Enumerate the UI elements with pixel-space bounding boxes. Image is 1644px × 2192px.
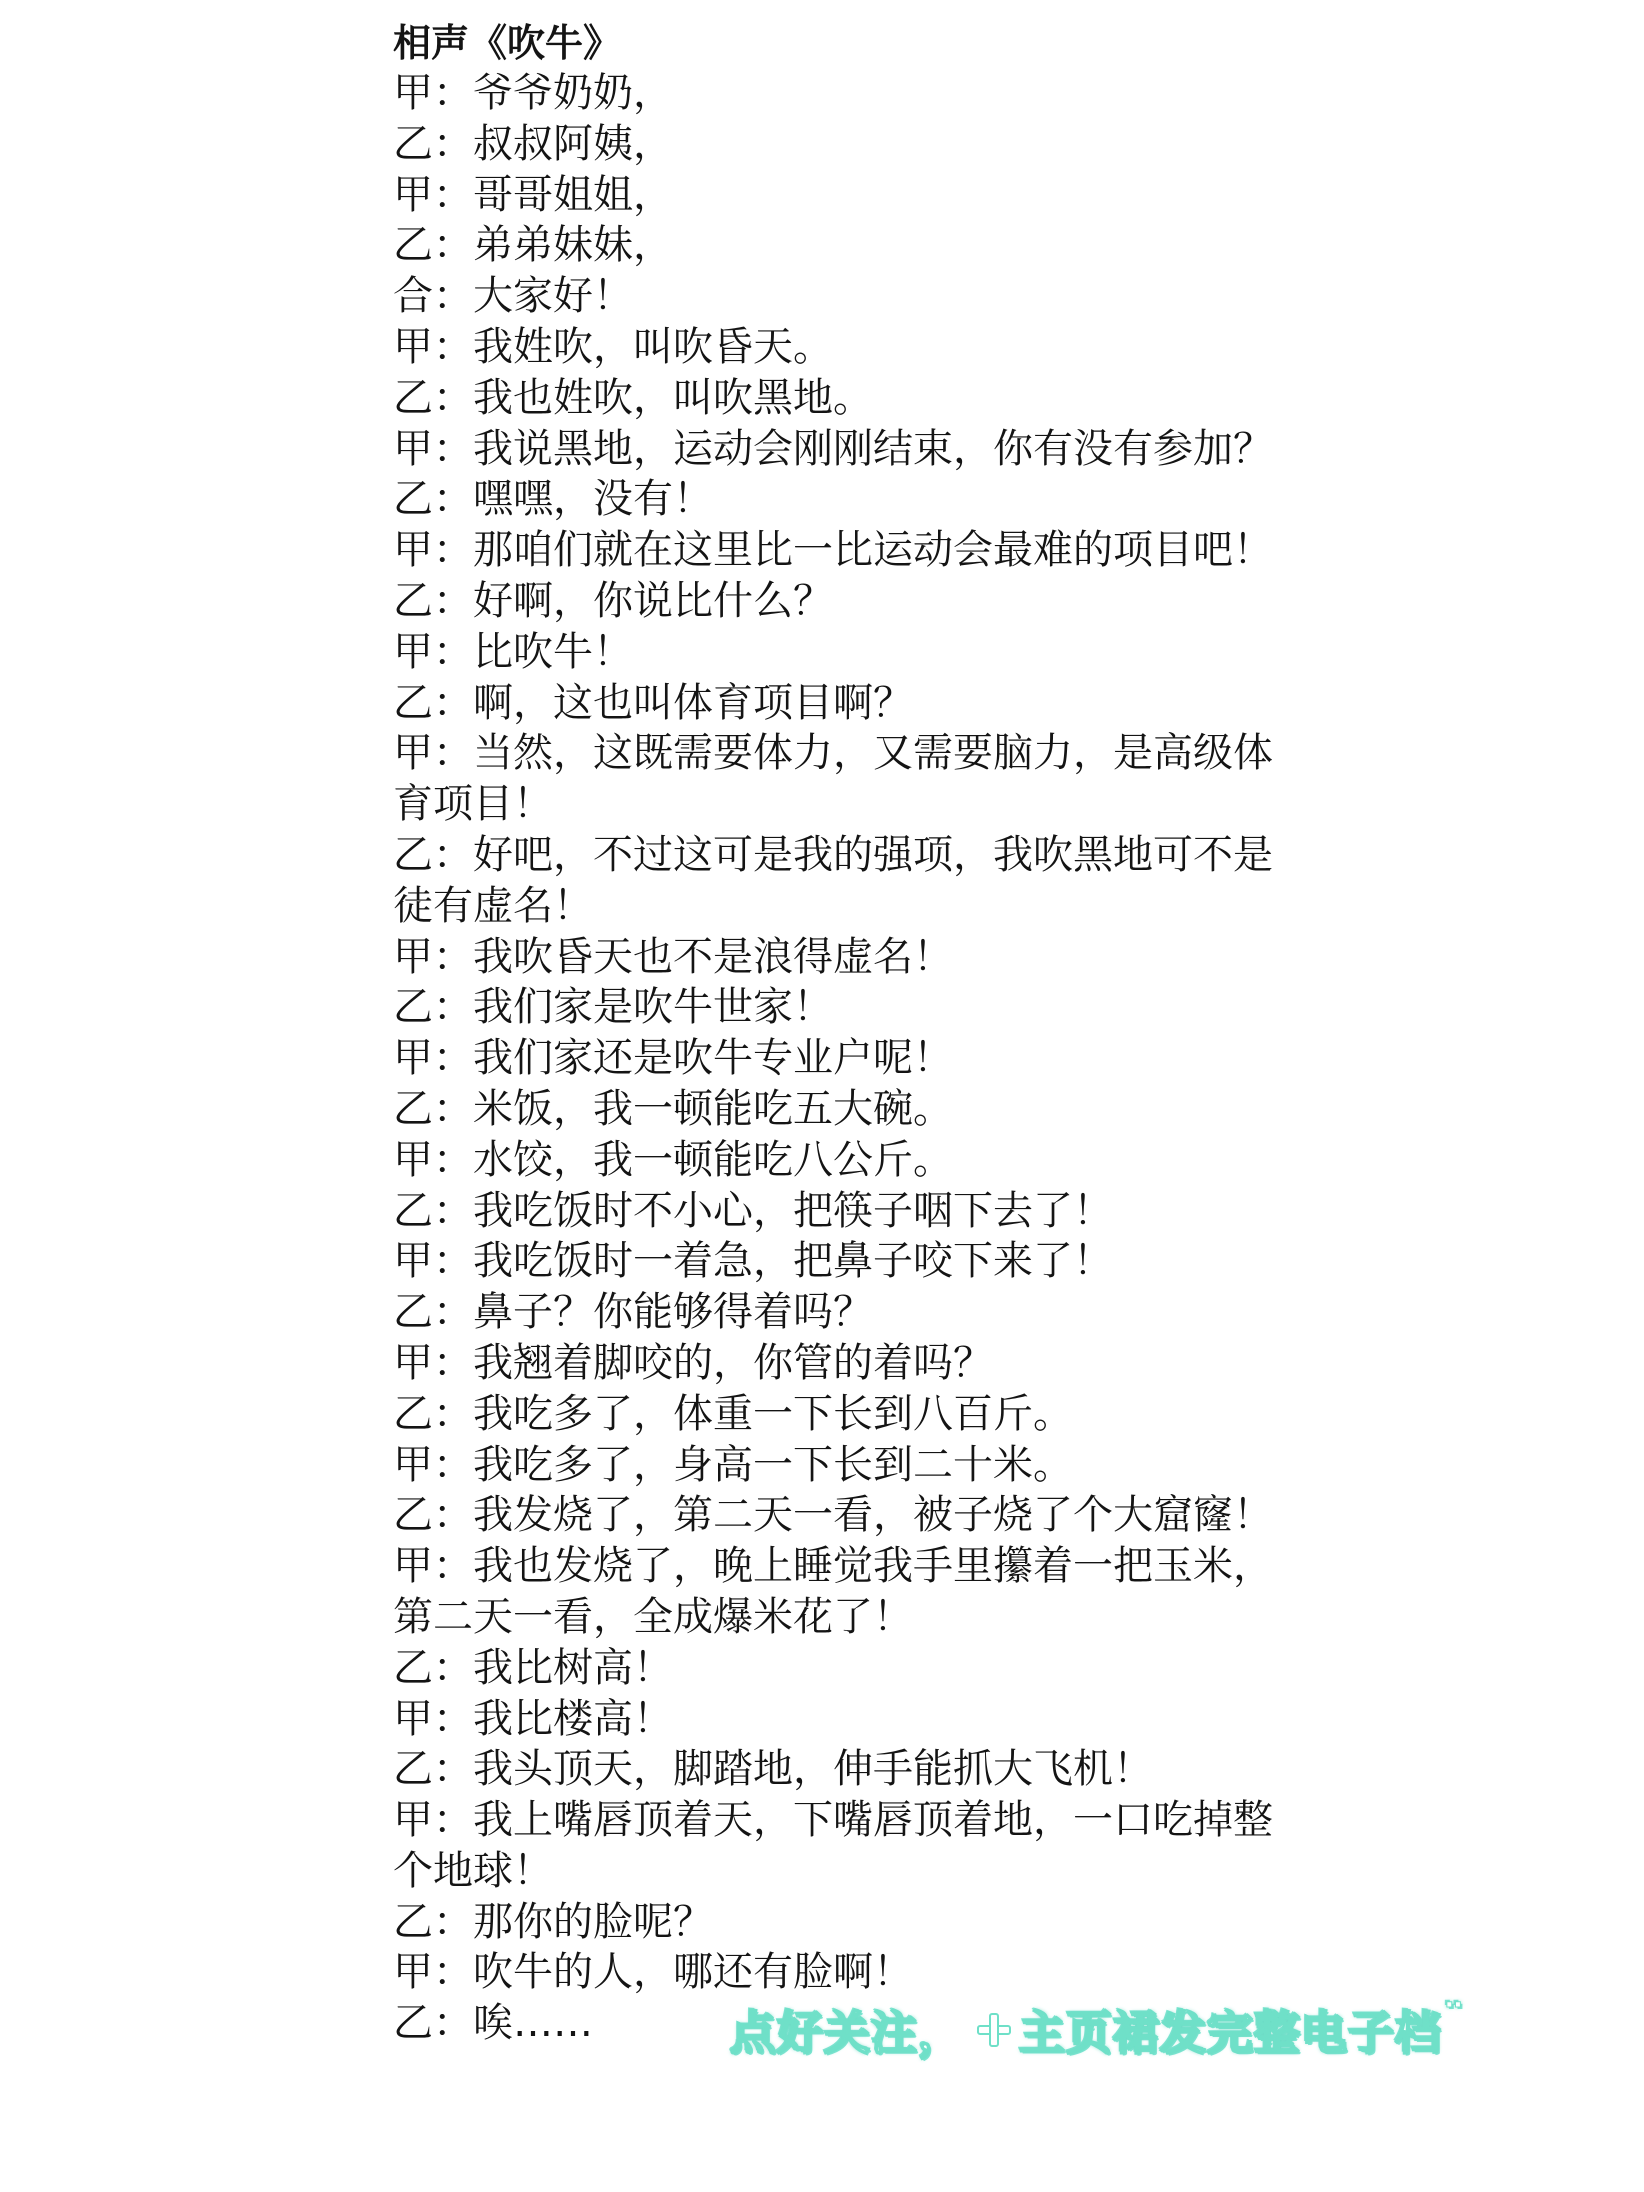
speaker-colon: ： (433, 628, 473, 675)
dialogue-line (393, 1135, 1273, 1186)
dialogue-line (393, 1947, 1273, 1998)
speaker-colon: ： (433, 1644, 473, 1691)
dialogue-text: 我们家是吹牛世家！ (473, 984, 833, 1031)
dialogue-speaker: 乙 (393, 1390, 433, 1437)
dialogue-line (393, 271, 1273, 322)
script-document (393, 18, 1273, 2049)
dialogue-speaker: 乙 (393, 1187, 433, 1234)
dialogue-text: 我吃多了，身高一下长到二十米。 (473, 1441, 1073, 1488)
dialogue-line (393, 1744, 1273, 1795)
dialogue-speaker: 甲 (393, 1238, 433, 1285)
dialogue-line (393, 1795, 1273, 1897)
dialogue-text: 米饭，我一顿能吃五大碗。 (473, 1085, 953, 1132)
speaker-colon: ： (433, 1238, 473, 1285)
dialogue-line (393, 1236, 1273, 1287)
dialogue-speaker: 乙 (393, 120, 433, 167)
speaker-colon: ： (433, 527, 473, 574)
dialogue-line (393, 627, 1273, 678)
dialogue-text: 吹牛的人，哪还有脸啊！ (473, 1949, 913, 1996)
dialogue-text: 我姓吹，叫吹昏天。 (473, 323, 833, 370)
speaker-colon: ： (433, 1492, 473, 1539)
dialogue-text: 我吃多了，体重一下长到八百斤。 (473, 1390, 1073, 1437)
dialogue-line (393, 170, 1273, 221)
dialogue-speaker: 甲 (393, 730, 433, 777)
speaker-colon: ： (433, 70, 473, 116)
speaker-colon: ： (433, 374, 473, 421)
dialogue-speaker: 甲 (393, 1797, 433, 1844)
speaker-colon: ： (433, 222, 473, 269)
speaker-colon: ： (433, 1695, 473, 1742)
dialogue-text: 我吃饭时不小心，把筷子咽下去了！ (473, 1187, 1113, 1234)
dialogue-speaker: 乙 (393, 374, 433, 421)
dialogue-text: 好吧，不过这可是我的强项，我吹黑地可不是徒有虚名！ (393, 831, 1273, 929)
dialogue-speaker: 甲 (393, 70, 433, 116)
dialogue-text: 当然，这既需要体力，又需要脑力，是高级体育项目！ (393, 730, 1273, 828)
dialogue-speaker: 乙 (393, 1746, 433, 1793)
dialogue-line (393, 1440, 1273, 1491)
dialogue-text: 我也发烧了，晚上睡觉我手里攥着一把玉米，第二天一看，全成爆米花了！ (393, 1543, 1273, 1640)
dialogue-line (393, 1694, 1273, 1745)
dialogue-text: 唉…… (473, 2000, 593, 2047)
dialogue-speaker: 甲 (393, 1035, 433, 1082)
speaker-colon: ： (433, 1187, 473, 1234)
speaker-colon: ： (433, 1441, 473, 1488)
speaker-colon: ： (433, 476, 473, 523)
dialogue-speaker: 甲 (393, 1949, 433, 1996)
dialogue-lines (393, 68, 1273, 2049)
dialogue-speaker: 乙 (393, 476, 433, 523)
dialogue-text: 叔叔阿姨， (473, 120, 673, 167)
dialogue-line (393, 1541, 1273, 1643)
speaker-colon: ： (433, 1390, 473, 1437)
speaker-colon: ： (433, 984, 473, 1031)
document-title: 相声《吹牛》 (393, 21, 622, 65)
dialogue-speaker: 甲 (393, 323, 433, 370)
dialogue-line (393, 1338, 1273, 1389)
dialogue-speaker: 乙 (393, 1492, 433, 1539)
dialogue-text: 我比树高！ (473, 1644, 673, 1691)
speaker-colon: ： (433, 2000, 473, 2047)
speaker-colon: ： (433, 1543, 473, 1590)
speaker-colon: ： (433, 679, 473, 726)
dialogue-text: 我也姓吹，叫吹黑地。 (473, 374, 873, 421)
dialogue-line (393, 373, 1273, 424)
speaker-colon: ： (433, 831, 473, 878)
speaker-colon: ： (433, 577, 473, 624)
dialogue-line (393, 830, 1273, 932)
dialogue-speaker: 乙 (393, 1085, 433, 1132)
speaker-colon: ： (433, 120, 473, 167)
dialogue-text: 哥哥姐姐， (473, 171, 673, 218)
dialogue-text: 我比楼高！ (473, 1695, 673, 1742)
speaker-colon: ： (433, 1898, 473, 1945)
dialogue-speaker: 甲 (393, 1695, 433, 1742)
dialogue-speaker: 甲 (393, 1441, 433, 1488)
speaker-colon: ： (433, 425, 473, 472)
speaker-colon: ： (433, 1339, 473, 1386)
dialogue-text: 爷爷奶奶， (473, 70, 673, 116)
dialogue-text: 比吹牛！ (473, 628, 633, 675)
speaker-colon: ： (433, 1136, 473, 1183)
dialogue-speaker: 甲 (393, 933, 433, 980)
dialogue-speaker: 乙 (393, 577, 433, 624)
dialogue-text: 我翘着脚咬的，你管的着吗？ (473, 1339, 993, 1386)
dialogue-text: 我们家还是吹牛专业户呢！ (473, 1035, 953, 1082)
promo-overlay (730, 1987, 1462, 2065)
dialogue-speaker: 甲 (393, 1339, 433, 1386)
speaker-colon: ： (433, 171, 473, 218)
dialogue-speaker: 甲 (393, 425, 433, 472)
speaker-colon: ： (433, 1797, 473, 1844)
speaker-colon: ： (433, 273, 473, 320)
dialogue-text: 我吹昏天也不是浪得虚名！ (473, 933, 953, 980)
speaker-colon: ： (433, 730, 473, 777)
dialogue-text: 鼻子？你能够得着吗？ (473, 1289, 873, 1336)
dialogue-line (393, 576, 1273, 627)
dialogue-line (393, 1897, 1273, 1948)
dialogue-text: 大家好！ (473, 273, 633, 320)
dialogue-speaker: 乙 (393, 222, 433, 269)
dialogue-line (393, 678, 1273, 729)
dialogue-speaker: 合 (393, 273, 433, 320)
dialogue-text: 啊，这也叫体育项目啊？ (473, 679, 913, 726)
dialogue-text: 我吃饭时一着急，把鼻子咬下来了！ (473, 1238, 1113, 1285)
speaker-colon: ： (433, 1035, 473, 1082)
dialogue-speaker: 甲 (393, 171, 433, 218)
ellipsis-icon: ·· (1444, 1987, 1462, 2021)
dialogue-text: 我头顶天，脚踏地，伸手能抓大飞机！ (473, 1746, 1153, 1793)
dialogue-speaker: 乙 (393, 1289, 433, 1336)
dialogue-speaker: 乙 (393, 2000, 433, 2047)
dialogue-speaker: 甲 (393, 1543, 433, 1590)
dialogue-speaker: 乙 (393, 1898, 433, 1945)
dialogue-speaker: 乙 (393, 679, 433, 726)
dialogue-speaker: 乙 (393, 984, 433, 1031)
dialogue-line (393, 119, 1273, 170)
dialogue-text: 我上嘴唇顶着天，下嘴唇顶着地，一口吃掉整个地球！ (393, 1797, 1273, 1894)
dialogue-line (393, 1389, 1273, 1440)
dialogue-speaker: 甲 (393, 527, 433, 574)
dialogue-line (393, 474, 1273, 525)
dialogue-text: 弟弟妹妹， (473, 222, 673, 269)
speaker-colon: ： (433, 323, 473, 370)
plus-icon (977, 2013, 1011, 2047)
dialogue-line (393, 1490, 1273, 1541)
dialogue-line (393, 220, 1273, 271)
speaker-colon: ： (433, 1746, 473, 1793)
dialogue-line (393, 1084, 1273, 1135)
dialogue-line (393, 1643, 1273, 1694)
promo-text-homepage: 主页裙发完整电子档 (1019, 2006, 1442, 2060)
dialogue-speaker: 乙 (393, 831, 433, 878)
dialogue-line (393, 68, 1273, 119)
dialogue-text: 嘿嘿，没有！ (473, 476, 713, 523)
dialogue-speaker: 甲 (393, 1136, 433, 1183)
dialogue-text: 我说黑地，运动会刚刚结束，你有没有参加？ (473, 425, 1273, 472)
dialogue-line (393, 982, 1273, 1033)
dialogue-text: 好啊，你说比什么？ (473, 577, 833, 624)
dialogue-line (393, 1186, 1273, 1237)
dialogue-speaker: 甲 (393, 628, 433, 675)
dialogue-line (393, 932, 1273, 983)
speaker-colon: ： (433, 1289, 473, 1336)
dialogue-text: 我发烧了，第二天一看，被子烧了个大窟窿！ (473, 1492, 1273, 1539)
speaker-colon: ： (433, 1085, 473, 1132)
dialogue-text: 那你的脸呢？ (473, 1898, 713, 1945)
dialogue-speaker: 乙 (393, 1644, 433, 1691)
dialogue-text: 水饺，我一顿能吃八公斤。 (473, 1136, 953, 1183)
dialogue-line (393, 424, 1273, 475)
speaker-colon: ： (433, 1949, 473, 1996)
dialogue-line (393, 728, 1273, 830)
dialogue-line (393, 525, 1273, 576)
dialogue-line (393, 322, 1273, 373)
dialogue-line (393, 1287, 1273, 1338)
speaker-colon: ： (433, 933, 473, 980)
dialogue-text: 那咱们就在这里比一比运动会最难的项目吧！ (473, 527, 1273, 574)
promo-text-follow: 点好关注， (730, 2006, 965, 2060)
dialogue-line (393, 1033, 1273, 1084)
